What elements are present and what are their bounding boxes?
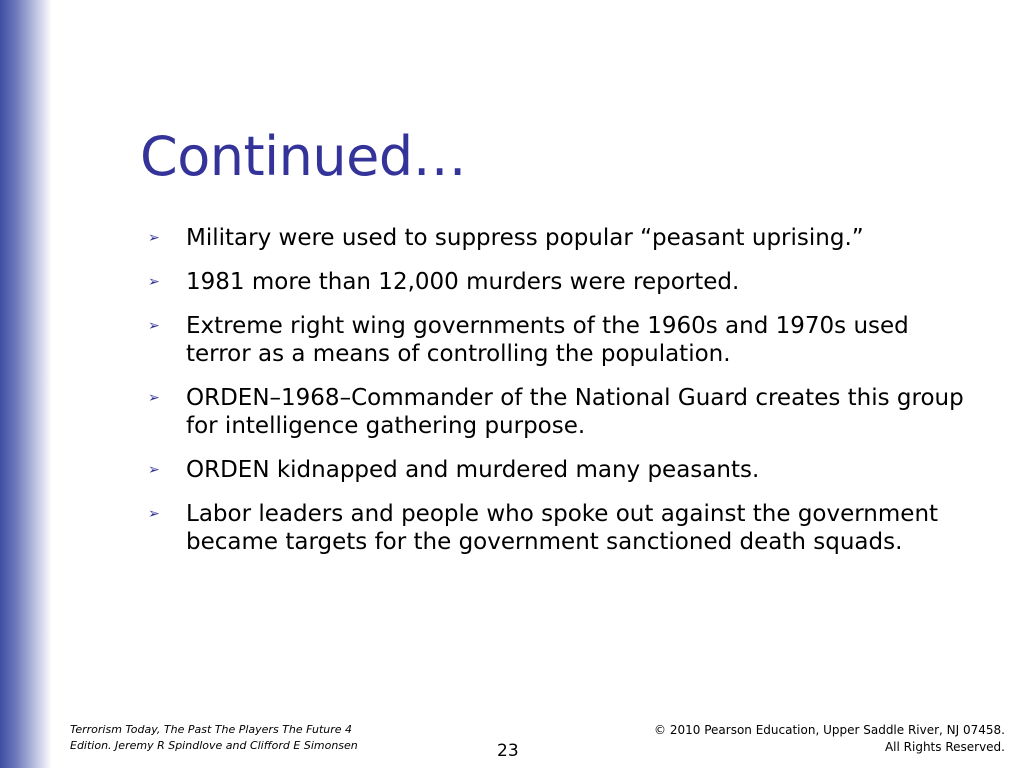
bullet-text: Military were used to suppress popular “peasant uprising.”: [186, 225, 864, 251]
bullet-text: Labor leaders and people who spoke out against the government became targets for the government sanctioned death squads.: [186, 501, 939, 555]
copyright-line: All Rights Reserved.: [884, 740, 1005, 754]
footer-copyright: [585, 722, 1005, 756]
bullet-list: [148, 224, 978, 572]
arrow-bullet-icon: ➢: [148, 506, 160, 522]
arrow-bullet-icon: ➢: [148, 274, 160, 290]
bullet-text: Extreme right wing governments of the 1960s and 1970s used terror as a means of controlling the population.: [186, 313, 909, 367]
footer-citation-line: Terrorism Today, The Past The Players The Future 4: [70, 723, 353, 736]
arrow-bullet-icon: ➢: [148, 390, 160, 406]
bullet-item: [148, 500, 978, 556]
footer-citation: [70, 722, 390, 754]
bullet-text: ORDEN kidnapped and murdered many peasants.: [186, 457, 760, 483]
slide-title: Continued…: [140, 125, 467, 188]
arrow-bullet-icon: ➢: [148, 462, 160, 478]
page-number: 23: [497, 741, 519, 761]
bullet-text: ORDEN–1968–Commander of the National Guard creates this group for intelligence gathering purpose.: [186, 385, 964, 439]
bullet-item: [148, 384, 978, 440]
footer-citation-line: Edition. Jeremy R Spindlove and Clifford E Simonsen: [70, 739, 358, 752]
bullet-item: [148, 268, 978, 296]
bullet-text: 1981 more than 12,000 murders were reported.: [186, 269, 740, 295]
arrow-bullet-icon: ➢: [148, 318, 160, 334]
copyright-line: © 2010 Pearson Education, Upper Saddle River, NJ 07458.: [654, 723, 1005, 737]
bullet-item: [148, 456, 978, 484]
side-gradient-bar: [0, 0, 52, 768]
bullet-item: [148, 312, 978, 368]
bullet-item: [148, 224, 978, 252]
arrow-bullet-icon: ➢: [148, 230, 160, 246]
